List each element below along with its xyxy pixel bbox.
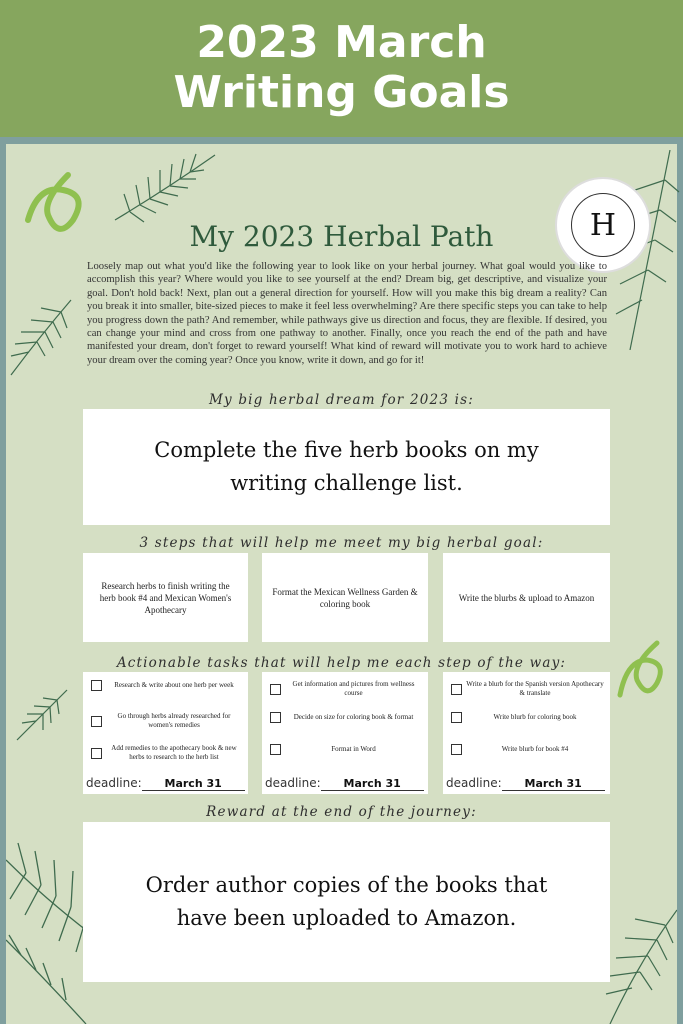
task-text: Write blurb for coloring book xyxy=(493,713,577,721)
deadline-field[interactable]: March 31 xyxy=(142,777,245,791)
pine-branch-left-middle-icon xyxy=(12,685,72,745)
task-text: Research & write about one herb per week xyxy=(114,681,234,689)
task-text: Go through herbs already researched for women's remedies xyxy=(117,712,231,729)
deadline-label: deadline: xyxy=(86,776,142,790)
task-item xyxy=(91,744,242,762)
intro-paragraph: Loosely map out what you'd like the following year to look like on your herbal journey. What goal would you like to accomplish this year? Where would you like to see yourself at the end? Dream big, get descriptive, and visualize your goal. Don't hold back! Next, plan out a general direction for yourself. How will you make this big dream a reality? Can you break it into smaller, bite-sized pieces to make it feel less overwhelming? Are there specific steps you can take to help you progress down the path? And remember, while pathways give us direction and focus, they are flexible. If desired, you can change your mind and cross from one pathway to another. Finally, once you reach the end of the path and have manifested your dream, don't forget to reward yourself! What kind of reward will motivate you to work hard to achieve your dream over the coming year? Once you know, write it down, and go for it! xyxy=(87,261,607,366)
task-checkbox[interactable] xyxy=(91,716,102,727)
task-checkbox[interactable] xyxy=(451,712,462,723)
steps-label: 3 steps that will help me meet my big herbal goal: xyxy=(139,535,544,551)
task-text: Write a blurb for the Spanish version Apothecary & translate xyxy=(466,680,604,697)
task-text: Get information and pictures from wellness course xyxy=(292,680,415,697)
reward-label: Reward at the end of the journey: xyxy=(206,804,477,820)
banner-title-line2: Writing Goals xyxy=(173,67,510,118)
task-item xyxy=(91,712,242,730)
seal-letter: H xyxy=(571,193,635,257)
step-1-field[interactable]: Research herbs to finish writing the herb book #4 and Mexican Women's Apothecary xyxy=(83,553,248,642)
task-checkbox[interactable] xyxy=(91,680,102,691)
reward-field[interactable]: Order author copies of the books that have been uploaded to Amazon. xyxy=(83,822,610,982)
page-title: My 2023 Herbal Path xyxy=(189,220,494,253)
task-checkbox[interactable] xyxy=(451,684,462,695)
pine-branch-left-icon xyxy=(6,290,76,380)
pine-branch-bottom-right-icon xyxy=(600,900,677,1024)
task-item xyxy=(91,680,242,691)
banner xyxy=(0,0,683,137)
task-text: Write blurb for book #4 xyxy=(501,745,569,753)
step-3-field[interactable]: Write the blurbs & upload to Amazon xyxy=(443,553,610,642)
tasks-label: Actionable tasks that will help me each step of the way: xyxy=(116,655,567,671)
task-item xyxy=(451,744,604,755)
task-item xyxy=(270,680,422,698)
task-text: Decide on size for coloring book & format xyxy=(293,713,414,721)
task-item xyxy=(270,744,422,755)
task-checkbox[interactable] xyxy=(270,744,281,755)
dream-field[interactable]: Complete the five herb books on my writing challenge list. xyxy=(83,409,610,525)
pine-branch-top-left-icon xyxy=(110,150,220,230)
deadline-row xyxy=(446,776,605,791)
deadline-field[interactable]: March 31 xyxy=(502,777,605,791)
step-2-field[interactable]: Format the Mexican Wellness Garden & coloring book xyxy=(262,553,428,642)
banner-title-line1: 2023 March xyxy=(196,17,487,68)
task-checkbox[interactable] xyxy=(451,744,462,755)
task-column-3 xyxy=(443,672,610,794)
deadline-row xyxy=(265,776,424,791)
task-item xyxy=(451,680,604,698)
dream-label: My big herbal dream for 2023 is: xyxy=(208,392,474,408)
task-text: Format in Word xyxy=(331,745,376,753)
task-checkbox[interactable] xyxy=(270,712,281,723)
task-checkbox[interactable] xyxy=(270,684,281,695)
task-text: Add remedies to the apothecary book & new herbs to research to the herb list xyxy=(111,744,237,761)
task-item xyxy=(451,712,604,723)
deadline-row xyxy=(86,776,245,791)
deadline-field[interactable]: March 31 xyxy=(321,777,424,791)
task-column-2 xyxy=(262,672,428,794)
task-checkbox[interactable] xyxy=(91,748,102,759)
deadline-label: deadline: xyxy=(446,776,502,790)
task-item xyxy=(270,712,422,723)
task-column-1 xyxy=(83,672,248,794)
deadline-label: deadline: xyxy=(265,776,321,790)
